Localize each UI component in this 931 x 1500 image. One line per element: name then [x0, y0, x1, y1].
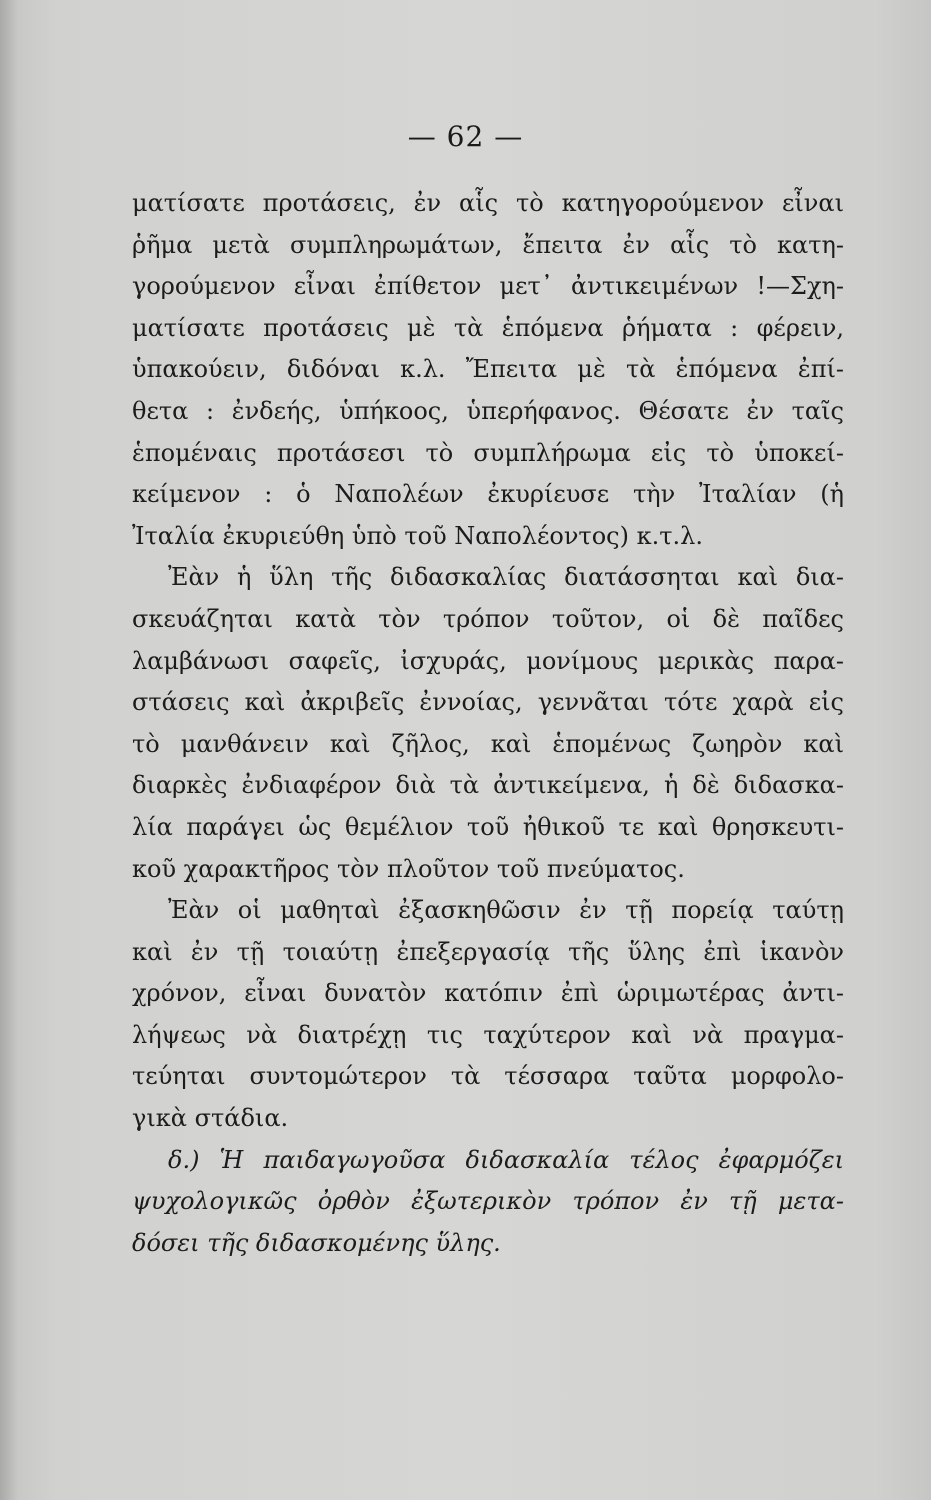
- text-line: κοῦ χαρακτῆρος τὸν πλοῦτον τοῦ πνεύματος.: [132, 854, 685, 883]
- spine-shadow: [0, 0, 18, 1500]
- text-line: σκευάζηται κατὰ τὸν τρόπον τοῦτον, οἱ δὲ παῖδες: [132, 604, 844, 633]
- text-line: λήψεως νὰ διατρέχῃ τις ταχύτερον καὶ νὰ πραγμα-: [132, 1020, 844, 1049]
- text-line: χρόνον, εἶναι δυνατὸν κατόπιν ἐπὶ ὡριμωτέρας ἀντι-: [132, 979, 844, 1008]
- text-line: Ἰταλία ἐκυριεύθη ὑπὸ τοῦ Ναπολέοντος) κ.τ.λ.: [132, 521, 703, 550]
- text-line: τεύηται συντομώτερον τὰ τέσσαρα ταῦτα μορφολο-: [132, 1062, 844, 1091]
- body-text: [132, 183, 844, 1264]
- text-line: ματίσατε προτάσεις μὲ τὰ ἑπόμενα ῥήματα : φέρειν,: [132, 313, 844, 342]
- text-line: ῥῆμα μετὰ συμπληρωμάτων, ἔπειτα ἐν αἷς τὸ κατη-: [132, 230, 844, 259]
- text-line: καὶ ἐν τῇ τοιαύτῃ ἐπεξεργασίᾳ τῆς ὕλης ἐπὶ ἱκανὸν: [132, 937, 844, 966]
- page-number: — 62 —: [407, 120, 524, 153]
- text-line: λαμβάνωσι σαφεῖς, ἰσχυράς, μονίμους μερικὰς παρα-: [132, 646, 844, 675]
- text-line: ἑπομέναις προτάσεσι τὸ συμπλήρωμα εἰς τὸ ὑποκεί-: [132, 438, 844, 467]
- text-line: ψυχολογικῶς ὀρθὸν ἐξωτερικὸν τρόπον ἐν τῇ μετα-: [132, 1187, 844, 1216]
- text-line: στάσεις καὶ ἀκριβεῖς ἐννοίας, γεννᾶται τότε χαρὰ εἰς: [132, 688, 844, 717]
- text-line: γικὰ στάδια.: [132, 1104, 289, 1133]
- text-line: γορούμενον εἶναι ἐπίθετον μετ᾽ ἀντικειμένων !—Σχη-: [132, 272, 844, 301]
- text-line: διαρκὲς ἐνδιαφέρον διὰ τὰ ἀντικείμενα, ἡ δὲ διδασκα-: [132, 771, 844, 800]
- text-line: κείμενον : ὁ Ναπολέων ἐκυρίευσε τὴν Ἰταλίαν (ἡ: [132, 480, 844, 509]
- paragraph-first-line: Ἐὰν ἡ ὕλη τῆς διδασκαλίας διατάσσηται καὶ δια-: [168, 563, 844, 592]
- text-line: ὑπακούειν, διδόναι κ.λ. Ἔπειτα μὲ τὰ ἑπόμενα ἐπί-: [132, 355, 844, 384]
- text-line: θετα : ἐνδεής, ὑπήκοος, ὑπερήφανος. Θέσατε ἐν ταῖς: [132, 396, 844, 425]
- text-line: τὸ μανθάνειν καὶ ζῆλος, καὶ ἑπομένως ζωηρὸν καὶ: [132, 729, 844, 758]
- paragraph-first-line: Ἐὰν οἱ μαθηταὶ ἐξασκηθῶσιν ἐν τῇ πορείᾳ ταύτῃ: [168, 896, 844, 925]
- text-line: ματίσατε προτάσεις, ἐν αἷς τὸ κατηγορούμενον εἶναι: [132, 189, 844, 217]
- text-line: δόσει τῆς διδασκομένης ὕλης.: [132, 1228, 501, 1257]
- text-line: λία παράγει ὡς θεμέλιον τοῦ ἠθικοῦ τε καὶ θρησκευτι-: [132, 812, 844, 841]
- section-heading-line: δ.) Ἡ παιδαγωγοῦσα διδασκαλία τέλος ἐφαρμόζει: [168, 1145, 844, 1174]
